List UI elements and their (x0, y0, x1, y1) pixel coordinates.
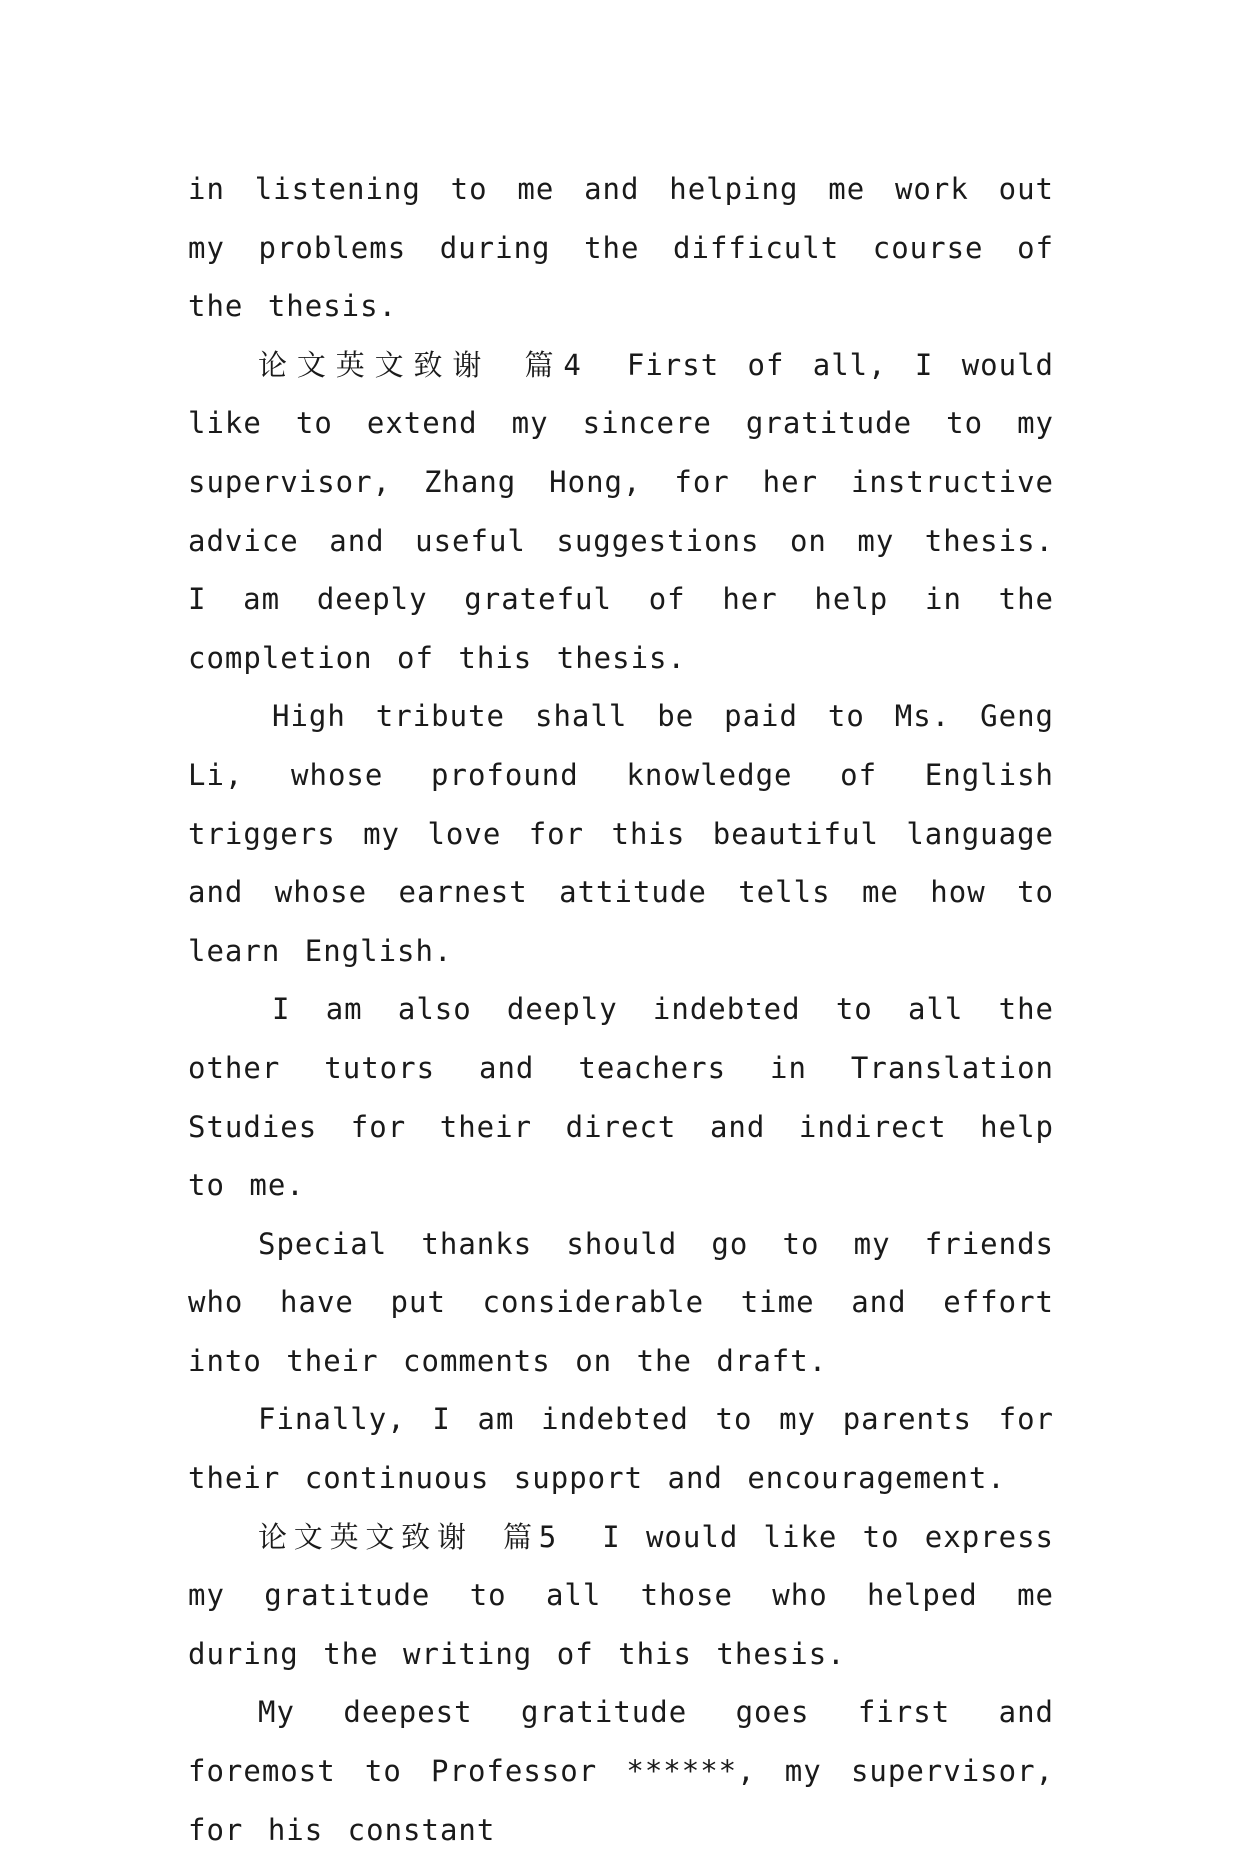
paragraph-special-thanks: Special thanks should go to my friends who have put considerable time and effort into their comments on the draft. (188, 1226, 1054, 1378)
paragraph-continuation: in listening to me and helping me work out my problems during the difficult course of the thesis. (188, 172, 1054, 324)
paragraph-section-5-intro (188, 1508, 1054, 1684)
paragraph-text: I would like to express my gratitude to all those who helped me during the writing of this thesis. (188, 1519, 1055, 1671)
section-heading-5: 论文英文致谢 篇5 (258, 1519, 563, 1554)
paragraph-text: First of all, I would like to extend my sincere gratitude to my supervisor, Zhang Hong, for her instructive advice and useful suggestions on my thesis. I am deeply grateful of her help in the completion of this thesis. (188, 347, 1054, 675)
paragraph-indebted-tutors: I am also deeply indebted to all the other tutors and teachers in Translation Studies for their direct and indirect help to me. (188, 992, 1054, 1203)
paragraph-section-4-intro (188, 336, 1054, 688)
document-body (188, 160, 1054, 1859)
paragraph-parents: Finally, I am indebted to my parents for their continuous support and encouragement. (188, 1402, 1054, 1496)
paragraph-deepest-gratitude: My deepest gratitude goes first and foremost to Professor ******, my supervisor, for his constant (188, 1695, 1054, 1847)
section-heading-4: 论文英文致谢 篇4 (258, 347, 587, 382)
paragraph-tribute: High tribute shall be paid to Ms. Geng Li, whose profound knowledge of English triggers my love for this beautiful language and whose earnest attitude tells me how to learn English. (188, 699, 1054, 968)
